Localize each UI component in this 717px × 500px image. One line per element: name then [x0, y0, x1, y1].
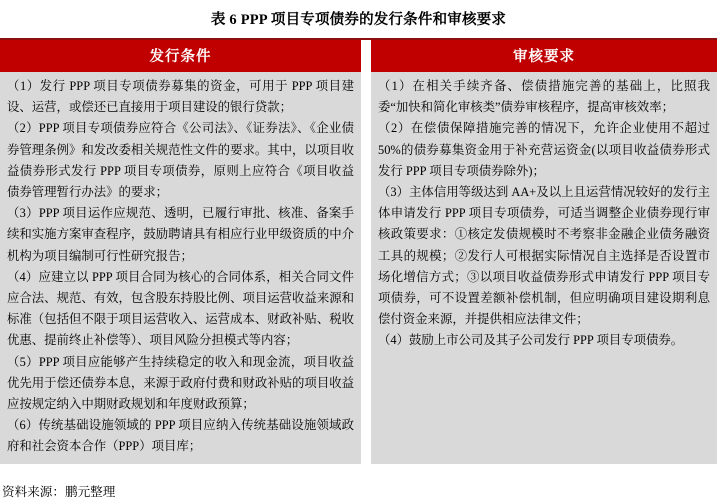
- list-item: （1）在相关手续齐备、偿债措施完善的基础上，比照我委“加快和简化审核类”债券审核程序，提高审核效率；: [378, 79, 710, 115]
- list-item: （6）传统基础设施领域的 PPP 项目应纳入传统基础设施领域政府和社会资本合作（PPP）项目库；: [7, 418, 354, 454]
- cell-review-requirements: [371, 72, 717, 464]
- table-caption: 表 6 PPP 项目专项债券的发行条件和审核要求: [210, 12, 507, 28]
- list-item: （5）PPP 项目应能够产生持续稳定的收入和现金流，项目收益优先用于偿还债券本息，来源于政府付费和财政补贴的项目收益应按规定纳入中期财政规划和年度财政预算；: [7, 354, 354, 412]
- source-note: 资料来源：鹏元整理: [2, 484, 116, 499]
- header-column-divider: [361, 40, 371, 72]
- body-column-divider: [361, 72, 371, 464]
- column-header-review-requirements: 审核要求: [371, 40, 717, 72]
- table-header-row: [0, 38, 717, 72]
- list-item: （3）主体信用等级达到 AA+及以上且运营情况较好的发行主体申请发行 PPP 项目专项债券，可适当调整企业债券现行审核政策要求：①核定发债规模时不考察非金融企业债务融资工具的规模；②发行人可根据实际情况自主选择是否设置市场化增信方式；③以项目收益债券形式申请发行 PPP 项目专项债券，可不设置差额补偿机制，但应明确项目建设期利息偿付资金来源，并提供相应法律文件；: [378, 185, 710, 327]
- list-item: （1）发行 PPP 项目专项债券募集的资金，可用于 PPP 项目建设、运营，或偿还已直接用于项目建设的银行贷款；: [7, 79, 354, 115]
- list-item: （4）应建立以 PPP 项目合同为核心的合同体系，相关合同文件应合法、规范、有效，包含股东持股比例、项目运营收益来源和标准（包括但不限于项目运营收入、运营成本、财政补贴、税收优惠、提前终止补偿等）、项目风险分担模式等内容；: [7, 269, 354, 348]
- cell-issuance-conditions: [0, 72, 361, 464]
- conditions-requirements-table: [0, 38, 717, 464]
- column-header-issuance-conditions: 发行条件: [0, 40, 361, 72]
- list-item: （2）在偿债保障措施完善的情况下，允许企业使用不超过 50%的债券募集资金用于补充营运资金(以项目收益债券形式发行 PPP 项目专项债券除外)；: [378, 121, 710, 178]
- table-body-row: [0, 72, 717, 464]
- list-item: （4）鼓励上市公司及其子公司发行 PPP 项目专项债券。: [378, 333, 684, 348]
- list-item: （2）PPP 项目专项债券应符合《公司法》、《证券法》、《企业债券管理条例》和发改委相关规范性文件的要求。其中，以项目收益债券形式发行 PPP 项目专项债券，原则上应符合《项目收益债券管理暂行办法》的要求；: [7, 121, 354, 200]
- list-item: （3）PPP 项目运作应规范、透明，已履行审批、核准、备案手续和实施方案审查程序，鼓励聘请具有相应行业甲级资质的中介机构为项目编制可行性研究报告；: [7, 206, 354, 263]
